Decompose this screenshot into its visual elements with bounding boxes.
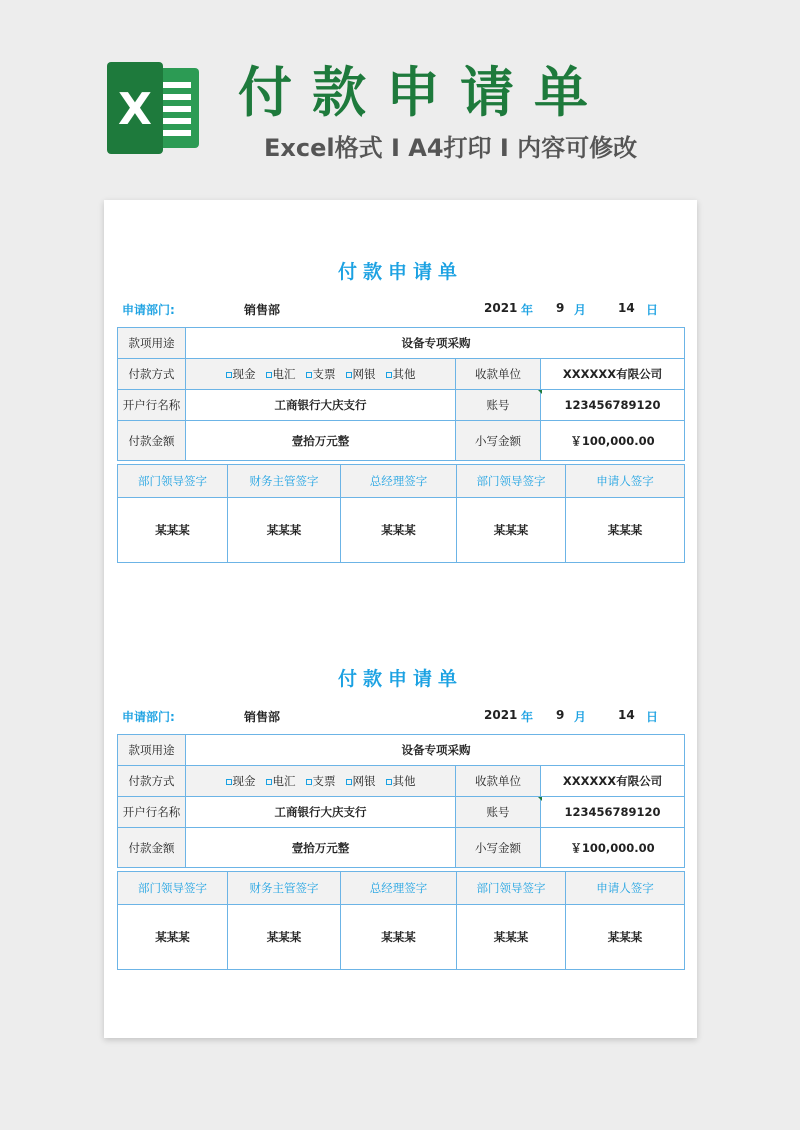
- signer-signature[interactable]: 某某某: [228, 498, 341, 563]
- bank-label: 开户行名称: [118, 797, 186, 828]
- amount-words-value[interactable]: 壹拾万元整: [186, 828, 456, 868]
- pay-method-option[interactable]: [386, 366, 416, 382]
- signer-label: 部门领导签字: [457, 872, 566, 905]
- checkbox-icon[interactable]: [346, 779, 352, 785]
- year-value[interactable]: 2021: [484, 301, 518, 315]
- bank-label: 开户行名称: [118, 390, 186, 421]
- form-meta-row: [122, 301, 687, 321]
- signer-signature[interactable]: 某某某: [341, 498, 457, 563]
- pay-method-label: 电汇: [272, 367, 296, 381]
- signer-label: 总经理签字: [341, 872, 457, 905]
- day-value[interactable]: 14: [618, 301, 635, 315]
- signer-label: 财务主管签字: [228, 872, 341, 905]
- account-label: 账号: [456, 797, 541, 828]
- pay-method-label: 现金: [232, 367, 256, 381]
- pay-method-label: 支票: [312, 367, 336, 381]
- form-grid: [117, 327, 685, 461]
- pay-method-option[interactable]: [266, 773, 296, 789]
- pay-method-label: 其他: [392, 774, 416, 788]
- applicant-dept-value[interactable]: 销售部: [244, 710, 281, 724]
- document-page: [104, 200, 697, 1038]
- year-unit: 年: [521, 710, 534, 724]
- amount-small-value[interactable]: ￥100,000.00: [541, 828, 685, 868]
- excel-icon: [103, 58, 203, 158]
- page-title: 付款申请单: [238, 61, 608, 124]
- account-value[interactable]: 123456789120: [541, 797, 685, 828]
- payment-form-1: [104, 257, 697, 637]
- checkbox-icon[interactable]: [306, 372, 312, 378]
- checkbox-icon[interactable]: [306, 779, 312, 785]
- year-unit: 年: [521, 303, 534, 317]
- form-grid: [117, 734, 685, 868]
- pay-method-label: 付款方式: [118, 766, 186, 797]
- pay-method-option[interactable]: [266, 366, 296, 382]
- cell-comment-marker: [538, 797, 542, 801]
- signer-label: 部门领导签字: [457, 465, 566, 498]
- purpose-label: 款项用途: [118, 328, 186, 359]
- pay-method-option[interactable]: [386, 773, 416, 789]
- signer-label: 部门领导签字: [118, 872, 228, 905]
- pay-method-label: 其他: [392, 367, 416, 381]
- pay-method-label: 付款方式: [118, 359, 186, 390]
- signer-signature[interactable]: 某某某: [341, 905, 457, 970]
- checkbox-icon[interactable]: [386, 372, 392, 378]
- form-title: 付款申请单: [337, 261, 463, 283]
- year-value[interactable]: 2021: [484, 708, 518, 722]
- signer-signature[interactable]: 某某某: [228, 905, 341, 970]
- day-unit: 日: [646, 710, 659, 724]
- payee-value[interactable]: XXXXXX有限公司: [541, 359, 685, 390]
- pay-method-label: 支票: [312, 774, 336, 788]
- pay-method-option[interactable]: [346, 366, 376, 382]
- pay-method-option[interactable]: [346, 773, 376, 789]
- checkbox-icon[interactable]: [266, 779, 272, 785]
- signer-signature[interactable]: 某某某: [566, 905, 685, 970]
- day-value[interactable]: 14: [618, 708, 635, 722]
- amount-words-value[interactable]: 壹拾万元整: [186, 421, 456, 461]
- purpose-label: 款项用途: [118, 735, 186, 766]
- amount-small-value[interactable]: ￥100,000.00: [541, 421, 685, 461]
- signer-label: 总经理签字: [341, 465, 457, 498]
- purpose-value[interactable]: 设备专项采购: [186, 328, 685, 359]
- applicant-dept-label: 申请部门:: [122, 303, 175, 317]
- applicant-dept-label: 申请部门:: [122, 710, 175, 724]
- account-label: 账号: [456, 390, 541, 421]
- payee-label: 收款单位: [456, 359, 541, 390]
- pay-method-label: 现金: [232, 774, 256, 788]
- signer-signature[interactable]: 某某某: [457, 498, 566, 563]
- signer-signature[interactable]: 某某某: [118, 905, 228, 970]
- checkbox-icon[interactable]: [226, 372, 232, 378]
- pay-method-options: [186, 359, 456, 390]
- day-unit: 日: [646, 303, 659, 317]
- checkbox-icon[interactable]: [266, 372, 272, 378]
- signer-label: 部门领导签字: [118, 465, 228, 498]
- payee-value[interactable]: XXXXXX有限公司: [541, 766, 685, 797]
- signer-signature[interactable]: 某某某: [566, 498, 685, 563]
- checkbox-icon[interactable]: [226, 779, 232, 785]
- pay-method-options: [186, 766, 456, 797]
- checkbox-icon[interactable]: [346, 372, 352, 378]
- pay-method-option[interactable]: [306, 773, 336, 789]
- payee-label: 收款单位: [456, 766, 541, 797]
- signature-grid: [117, 871, 685, 970]
- page-subtitle: Excel格式 I A4打印 I 内容可修改: [264, 134, 638, 162]
- account-value[interactable]: 123456789120: [541, 390, 685, 421]
- pay-method-label: 网银: [352, 774, 376, 788]
- month-value[interactable]: 9: [556, 301, 565, 315]
- form-meta-row: [122, 708, 687, 728]
- logo-letter: X: [118, 84, 152, 135]
- applicant-dept-value[interactable]: 销售部: [244, 303, 281, 317]
- cell-comment-marker: [538, 390, 542, 394]
- pay-method-option[interactable]: [306, 366, 336, 382]
- signer-signature[interactable]: 某某某: [457, 905, 566, 970]
- amount-label: 付款金额: [118, 421, 186, 461]
- pay-method-option[interactable]: [226, 773, 256, 789]
- pay-method-option[interactable]: [226, 366, 256, 382]
- amount-small-label: 小写金额: [456, 421, 541, 461]
- purpose-value[interactable]: 设备专项采购: [186, 735, 685, 766]
- amount-label: 付款金额: [118, 828, 186, 868]
- pay-method-label: 网银: [352, 367, 376, 381]
- payment-form-2: [104, 664, 697, 1044]
- signer-label: 申请人签字: [566, 872, 685, 905]
- form-title: 付款申请单: [337, 668, 463, 690]
- amount-small-label: 小写金额: [456, 828, 541, 868]
- signer-label: 申请人签字: [566, 465, 685, 498]
- month-unit: 月: [574, 303, 587, 317]
- signature-grid: [117, 464, 685, 563]
- signer-signature[interactable]: 某某某: [118, 498, 228, 563]
- signer-label: 财务主管签字: [228, 465, 341, 498]
- pay-method-label: 电汇: [272, 774, 296, 788]
- checkbox-icon[interactable]: [386, 779, 392, 785]
- bank-value[interactable]: 工商银行大庆支行: [186, 797, 456, 828]
- month-value[interactable]: 9: [556, 708, 565, 722]
- month-unit: 月: [574, 710, 587, 724]
- bank-value[interactable]: 工商银行大庆支行: [186, 390, 456, 421]
- header: [0, 0, 800, 200]
